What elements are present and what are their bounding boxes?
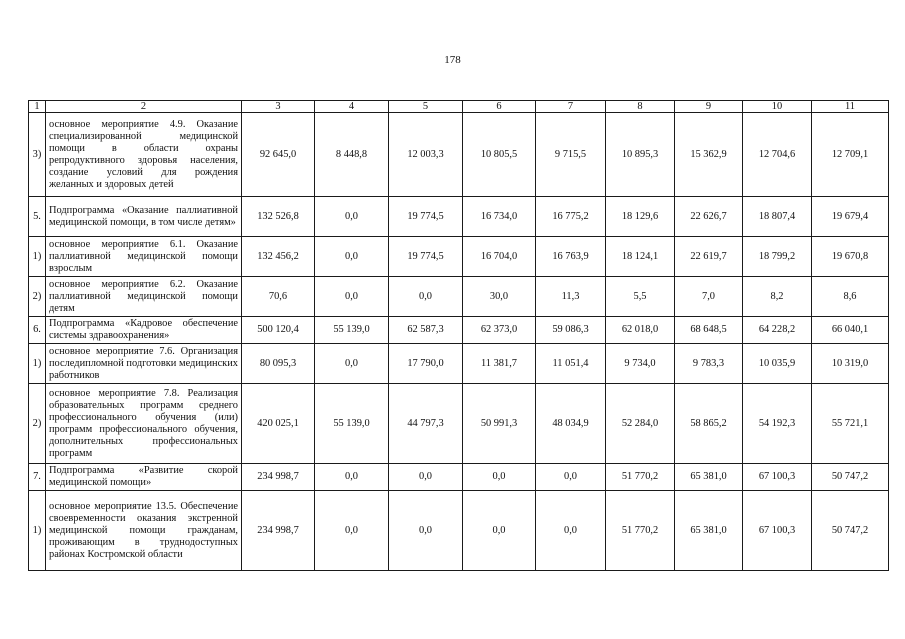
value-cell-col-3: 80 095,3: [242, 344, 315, 384]
value-cell-col-3: 132 526,8: [242, 197, 315, 237]
value-cell-col-7: 9 715,5: [536, 113, 606, 197]
value-cell-col-6: 0,0: [463, 491, 536, 571]
value-cell-col-11: 55 721,1: [812, 384, 889, 464]
value-cell-col-5: 0,0: [389, 464, 463, 491]
row-number: 5.: [29, 197, 46, 237]
value-cell-col-7: 16 763,9: [536, 237, 606, 277]
value-cell-col-10: 8,2: [743, 277, 812, 317]
value-cell-col-3: 132 456,2: [242, 237, 315, 277]
value-cell-col-7: 11,3: [536, 277, 606, 317]
row-number: 7.: [29, 464, 46, 491]
row-number: 2): [29, 384, 46, 464]
value-cell-col-5: 17 790,0: [389, 344, 463, 384]
value-cell-col-4: 0,0: [315, 464, 389, 491]
row-number: 1): [29, 237, 46, 277]
value-cell-col-9: 68 648,5: [675, 317, 743, 344]
row-description: основное мероприятие 4.9. Оказание специализированной медицинской помощи в области охраны репродуктивного здоровья населения, создание условий для рождения желанных и здоровых детей: [46, 113, 242, 197]
value-cell-col-10: 67 100,3: [743, 464, 812, 491]
value-cell-col-7: 59 086,3: [536, 317, 606, 344]
table-row: [29, 277, 889, 317]
value-cell-col-11: 19 679,4: [812, 197, 889, 237]
value-cell-col-7: 0,0: [536, 491, 606, 571]
column-header-1: 1: [29, 101, 46, 113]
budget-table: [28, 100, 889, 571]
value-cell-col-6: 30,0: [463, 277, 536, 317]
value-cell-col-5: 12 003,3: [389, 113, 463, 197]
value-cell-col-5: 19 774,5: [389, 197, 463, 237]
value-cell-col-4: 0,0: [315, 491, 389, 571]
value-cell-col-11: 10 319,0: [812, 344, 889, 384]
column-header-2: 2: [46, 101, 242, 113]
value-cell-col-8: 52 284,0: [606, 384, 675, 464]
row-number: 1): [29, 491, 46, 571]
value-cell-col-9: 7,0: [675, 277, 743, 317]
value-cell-col-7: 11 051,4: [536, 344, 606, 384]
value-cell-col-5: 0,0: [389, 491, 463, 571]
value-cell-col-8: 10 895,3: [606, 113, 675, 197]
value-cell-col-3: 234 998,7: [242, 464, 315, 491]
column-header-11: 11: [812, 101, 889, 113]
table-row: [29, 384, 889, 464]
value-cell-col-3: 92 645,0: [242, 113, 315, 197]
table-row: [29, 344, 889, 384]
value-cell-col-6: 11 381,7: [463, 344, 536, 384]
value-cell-col-6: 62 373,0: [463, 317, 536, 344]
row-number: 2): [29, 277, 46, 317]
column-header-7: 7: [536, 101, 606, 113]
value-cell-col-10: 12 704,6: [743, 113, 812, 197]
row-number: 6.: [29, 317, 46, 344]
table-row: [29, 113, 889, 197]
value-cell-col-8: 62 018,0: [606, 317, 675, 344]
row-description: основное мероприятие 6.1. Оказание паллиативной медицинской помощи взрослым: [46, 237, 242, 277]
value-cell-col-6: 16 734,0: [463, 197, 536, 237]
value-cell-col-5: 19 774,5: [389, 237, 463, 277]
value-cell-col-9: 22 626,7: [675, 197, 743, 237]
value-cell-col-6: 50 991,3: [463, 384, 536, 464]
value-cell-col-4: 0,0: [315, 277, 389, 317]
column-header-3: 3: [242, 101, 315, 113]
value-cell-col-11: 50 747,2: [812, 491, 889, 571]
column-header-9: 9: [675, 101, 743, 113]
row-description: основное мероприятие 7.6. Организация последипломной подготовки медицинских работников: [46, 344, 242, 384]
value-cell-col-9: 58 865,2: [675, 384, 743, 464]
value-cell-col-10: 18 807,4: [743, 197, 812, 237]
row-description: Подпрограмма «Развитие скорой медицинской помощи»: [46, 464, 242, 491]
table-row: [29, 464, 889, 491]
value-cell-col-3: 234 998,7: [242, 491, 315, 571]
row-description: основное мероприятие 13.5. Обеспечение своевременности оказания экстренной медицинской помощи гражданам, проживающим в труднодоступных районах Костромской области: [46, 491, 242, 571]
value-cell-col-8: 18 129,6: [606, 197, 675, 237]
value-cell-col-3: 500 120,4: [242, 317, 315, 344]
row-description: основное мероприятие 6.2. Оказание паллиативной медицинской помощи детям: [46, 277, 242, 317]
value-cell-col-8: 51 770,2: [606, 464, 675, 491]
value-cell-col-5: 62 587,3: [389, 317, 463, 344]
value-cell-col-4: 55 139,0: [315, 317, 389, 344]
table-row: [29, 237, 889, 277]
column-header-4: 4: [315, 101, 389, 113]
column-header-6: 6: [463, 101, 536, 113]
value-cell-col-5: 44 797,3: [389, 384, 463, 464]
value-cell-col-5: 0,0: [389, 277, 463, 317]
row-description: Подпрограмма «Кадровое обеспечение системы здравоохранения»: [46, 317, 242, 344]
value-cell-col-10: 64 228,2: [743, 317, 812, 344]
value-cell-col-4: 0,0: [315, 344, 389, 384]
row-number: 1): [29, 344, 46, 384]
value-cell-col-7: 0,0: [536, 464, 606, 491]
value-cell-col-10: 18 799,2: [743, 237, 812, 277]
value-cell-col-3: 70,6: [242, 277, 315, 317]
row-description: основное мероприятие 7.8. Реализация образовательных программ среднего профессионального обучения (или) программ профессионального обучения, дополнительных профессиональных программ: [46, 384, 242, 464]
value-cell-col-10: 54 192,3: [743, 384, 812, 464]
value-cell-col-9: 15 362,9: [675, 113, 743, 197]
value-cell-col-11: 12 709,1: [812, 113, 889, 197]
value-cell-col-8: 5,5: [606, 277, 675, 317]
page-number: 178: [444, 54, 461, 66]
value-cell-col-8: 9 734,0: [606, 344, 675, 384]
column-header-5: 5: [389, 101, 463, 113]
value-cell-col-10: 67 100,3: [743, 491, 812, 571]
row-number: 3): [29, 113, 46, 197]
value-cell-col-4: 0,0: [315, 237, 389, 277]
table-row: [29, 491, 889, 571]
value-cell-col-8: 18 124,1: [606, 237, 675, 277]
value-cell-col-9: 22 619,7: [675, 237, 743, 277]
value-cell-col-9: 65 381,0: [675, 491, 743, 571]
table-row: [29, 317, 889, 344]
table-row: [29, 197, 889, 237]
value-cell-col-7: 48 034,9: [536, 384, 606, 464]
value-cell-col-11: 19 670,8: [812, 237, 889, 277]
column-header-8: 8: [606, 101, 675, 113]
value-cell-col-9: 9 783,3: [675, 344, 743, 384]
value-cell-col-6: 0,0: [463, 464, 536, 491]
value-cell-col-7: 16 775,2: [536, 197, 606, 237]
value-cell-col-6: 16 704,0: [463, 237, 536, 277]
value-cell-col-10: 10 035,9: [743, 344, 812, 384]
value-cell-col-11: 8,6: [812, 277, 889, 317]
value-cell-col-4: 8 448,8: [315, 113, 389, 197]
value-cell-col-6: 10 805,5: [463, 113, 536, 197]
table-header-row: [29, 101, 889, 113]
row-description: Подпрограмма «Оказание паллиативной медицинской помощи, в том числе детям»: [46, 197, 242, 237]
value-cell-col-9: 65 381,0: [675, 464, 743, 491]
value-cell-col-8: 51 770,2: [606, 491, 675, 571]
column-header-10: 10: [743, 101, 812, 113]
value-cell-col-3: 420 025,1: [242, 384, 315, 464]
value-cell-col-4: 0,0: [315, 197, 389, 237]
value-cell-col-11: 50 747,2: [812, 464, 889, 491]
value-cell-col-11: 66 040,1: [812, 317, 889, 344]
value-cell-col-4: 55 139,0: [315, 384, 389, 464]
